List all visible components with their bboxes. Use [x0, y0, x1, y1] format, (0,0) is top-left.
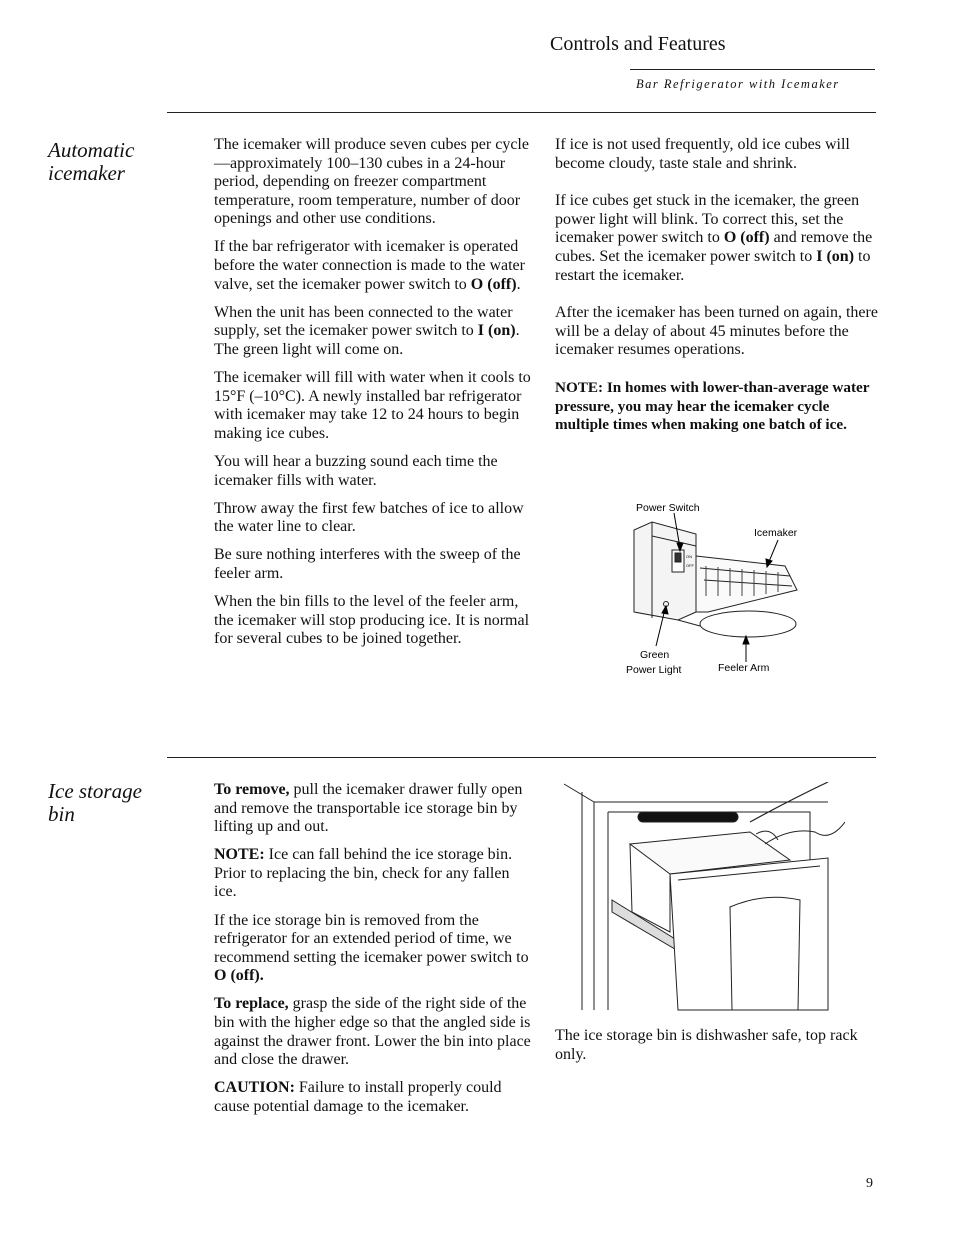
paragraph: To replace, grasp the side of the right side of the bin with the higher edge so that the angled side is against the drawer front. Lower the bin into place and close the drawer. — [214, 995, 531, 1069]
paragraph: The icemaker will produce seven cubes per cycle—approximately 100–130 cubes in a 24-hour period, depending on freezer compartment temperature, room temperature, number of door openings and other use conditions. — [214, 136, 529, 228]
paragraph: When the bin fills to the level of the feeler arm, the icemaker will stop producing ice. It is normal for several cubes to be joined together. — [214, 592, 530, 648]
page-header-subtitle: Bar Refrigerator with Icemaker — [636, 77, 840, 91]
note: NOTE: In homes with lower-than-average water pressure, you may hear the icemaker cycle multiple times when making one batch of ice. — [555, 378, 870, 434]
icemaker-diagram — [600, 496, 840, 686]
paragraph: Throw away the first few batches of ice to allow the water line to clear. — [214, 499, 524, 536]
label-power-switch: Power Switch — [636, 502, 700, 514]
paragraph: CAUTION: Failure to install properly could cause potential damage to the icemaker. — [214, 1079, 502, 1115]
label-green-light: Green — [640, 649, 670, 661]
label-feeler-arm: Feeler Arm — [718, 662, 770, 674]
paragraph: If ice cubes get stuck in the icemaker, the green power light will blink. To correct this, set the icemaker power switch to O (off) and remove the cubes. Set the icemaker power switch to I (on) to restart the icemaker. — [555, 192, 873, 284]
bin-left-column — [214, 781, 532, 1126]
paragraph: The icemaker will fill with water when it cools to 15°F (–10°C). A newly installed bar refrigerator with icemaker may take 12 to 24 hours to begin making ice cubes. — [214, 369, 531, 442]
section-divider-middle — [167, 757, 876, 758]
paragraph: After the icemaker has been turned on again, there will be a delay of about 45 minutes before the icemaker resumes operations. — [555, 304, 878, 359]
icemaker-right-column — [555, 136, 880, 454]
section-title-icemaker: Automatic icemaker — [48, 138, 135, 185]
ice-bin-diagram — [560, 782, 845, 1012]
icemaker-illustration — [600, 496, 840, 686]
page-header-title: Controls and Features — [550, 33, 726, 55]
bin-caption: The ice storage bin is dishwasher safe, top rack only. — [555, 1027, 858, 1063]
paragraph: To remove, pull the icemaker drawer fully open and remove the transportable ice storage bin by lifting up and out. — [214, 781, 523, 836]
paragraph: When the unit has been connected to the water supply, set the icemaker power switch to I (on). The green light will come on. — [214, 303, 520, 358]
header-divider — [630, 69, 875, 70]
paragraph: If ice is not used frequently, old ice cubes will become cloudy, taste stale and shrink. — [555, 136, 850, 172]
switch-on-label: ON — [686, 554, 692, 559]
paragraph: You will hear a buzzing sound each time the icemaker fills with water. — [214, 452, 498, 489]
paragraph: Be sure nothing interferes with the sweep of the feeler arm. — [214, 546, 521, 582]
switch-off-label: OFF — [686, 563, 694, 568]
page-number: 9 — [866, 1176, 873, 1191]
section-title-bin: Ice storage bin — [48, 779, 142, 826]
paragraph: If the bar refrigerator with icemaker is operated before the water connection is made to the water valve, set the icemaker power switch to O (off). — [214, 238, 525, 293]
paragraph: If the ice storage bin is removed from the refrigerator for an extended period of time, we recommend setting the icemaker power switch to O (off). — [214, 911, 529, 985]
label-icemaker: Icemaker — [754, 527, 798, 539]
paragraph: NOTE: Ice can fall behind the ice storage bin. Prior to replacing the bin, check for any fallen ice. — [214, 846, 513, 901]
ice-bin-illustration — [560, 782, 845, 1012]
icemaker-left-column — [214, 136, 538, 658]
section-divider-top — [167, 112, 876, 113]
label-power-light: Power Light — [626, 664, 682, 676]
